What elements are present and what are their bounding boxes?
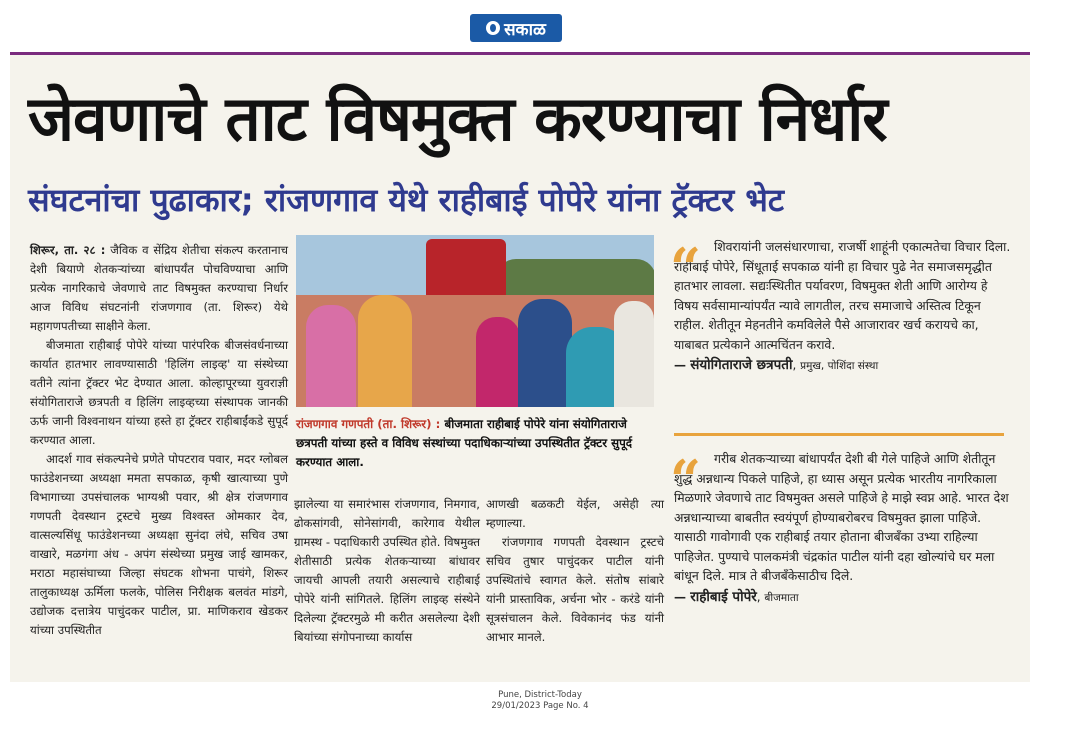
article-paragraph: आणखी बळकटी येईल, असेही त्या म्हणाल्या. [486,497,664,530]
quote-author: राहीबाई पोपेरे [690,588,757,605]
photo-person [358,295,412,407]
photo-caption [296,415,654,472]
subheadline: संघटनांचा पुढाकार; रांजणगाव येथे राहीबाई पोपेरे यांना ट्रॅक्टर भेट [28,181,785,219]
quote-author: संयोगिताराजे छत्रपती [690,357,793,373]
event-photo [296,235,654,407]
dateline: शिरूर, ता. २८ : [30,243,106,257]
page-footer [0,690,1080,712]
article-paragraph: शिरूर, ता. २८ : जैविक व सेंद्रिय शेतीचा संकल्प करतानाच देशी बियाणे शेतकऱ्यांच्या बांधापर्यंत पोचविण्याचा आणि प्रत्येक नागरिकाचे जेवणाचे ताट विषमुक्त करण्याचा निर्धार आज विविध संघटनांनी रांजणगाव (ता. शिरूर) येथे महागणपतीच्या साक्षीने केला. [30,243,288,333]
quote-mark-icon: “ [670,236,702,300]
quote-author-role: बीजमाता [764,591,799,604]
headline: जेवणाचे ताट विषमुक्त करण्याचा निर्धार [28,82,887,155]
photo-person [476,317,520,407]
masthead-name: सकाळ [504,19,546,40]
masthead-logo [470,14,562,42]
quote-text: गरीब शेतकऱ्याच्या बांधापर्यंत देशी बी गेले पाहिजे आणि शेतीतून शुद्ध अन्नधान्य पिकले पाहिजे, हा ध्यास असून प्रत्येक भारतीय नागरिकाला मिळणारे जेवणाचे ताट विषमुक्त असले पाहिजे हे माझे स्वप्न आहे. भारत देश अन्नधान्याच्या बाबतीत स्वयंपूर्ण होण्याबरोबरच विषमुक्त झाला पाहिजे. यासाठी गावोगावी एक राहीबाई तयार होताना बीजबँका उभ्या राहिल्या पाहिजेत. पुण्याचे पालकमंत्री चंद्रकांत पाटील यांनी दहा खोल्यांचे घर मला बांधून दिले. मात्र ते बीजबँकेसाठीच दिले. [674,451,1009,583]
footer-edition: Pune, District-Today [498,690,582,700]
footer-date-page: 29/01/2023 Page No. 4 [491,701,589,711]
newspaper-clipping [10,52,1030,682]
article-column-3 [486,495,664,647]
article-column-2 [294,495,480,647]
article-paragraph: बीजमाता राहीबाई पोपेरे यांच्या पारंपरिक बीजसंवर्धनाच्या कार्यात हातभार लावण्यासाठी 'हिलिंग लाइव्ह' या संस्थेच्या वतीने त्यांना ट्रॅक्टर भेट देण्यात आला. कोल्हापूरच्या युवराज्ञी संयोगिताराजे छत्रपती व हिलिंग लाइव्हच्या संस्थापक जानकी ऊर्फ जानी विश्वनाथन यांच्या हस्ते हा ट्रॅक्टर राहीबाईंकडे सुपूर्द करण्यात आला. [30,338,288,447]
article-paragraph: आदर्श गाव संकल्पनेचे प्रणेते पोपटराव पवार, मदर ग्लोबल फाउंडेशनच्या अध्यक्षा ममता सपकाळ, कृषी खात्याच्या पुणे विभागाच्या उपसंचालक भाग्यश्री पवार, श्री क्षेत्र रांजणगाव गणपती देवस्थान ट्रस्टचे मुख्य विश्वस्त ओमकार देव, वात्सल्यसिंधू फाउंडेशनच्या अध्यक्षा सुनंदा लंघे, सचिव उषा वाखारे, मळगंगा अंध - अपंग संस्थेच्या प्रमुख जाई खामकर, मराठा महासंघाच्या जिल्हा संघटक शोभना पाचंगे, शिरूर तालुकाध्यक्ष ऊर्मिला फलके, पोलिस निरीक्षक बलवंत मांडगे, उद्योजक दत्तात्रेय पाचुंदकर पाटील, प्रा. माणिकराव खेडकर यांच्या उपस्थितीत [30,452,288,637]
sakal-logo-icon [486,21,500,35]
quote-box-2 [670,448,1014,608]
quote-text: शिवरायांनी जलसंधारणाचा, राजर्षी शाहूंनी एकात्मतेचा विचार दिला. राहीबाई पोपेरे, सिंधूताई सपकाळ यांनी हा विचार पुढे नेत समाजसमृद्धीत हातभार लावला. सद्यःस्थितीत पर्यावरण, विषमुक्त शेती आणि आरोग्य हे विषय सर्वसामान्यांपर्यंत न्यावे लागतील, तरच समाजाचे अस्तित्व टिकून राहील. शेतीतून मेहनतीने कमविलेले पैसे आजारावर खर्च करायचे का, याबाबत प्रत्येकाने आत्मचिंतन करावे. [674,239,1011,352]
photo-person [306,305,356,407]
quote-attribution: — संयोगिताराजे छत्रपती, प्रमुख, पोशिंदा संस्था [674,357,879,373]
quote-attribution: — राहीबाई पोपेरे, बीजमाता [674,588,799,605]
caption-place: रांजणगाव गणपती (ता. शिरूर) : [296,417,441,431]
article-paragraph: झालेल्या या समारंभास रांजणगाव, निमगाव, ढोकसांगवी, सोनेसांगवी, कारेगाव येथील ग्रामस्थ - पदाधिकारी उपस्थित होते. विषमुक्त शेतीसाठी प्रत्येक शेतकऱ्याच्या बांधावर जायची आपली तयारी असल्याचे राहीबाई पोपेरे यांनी सांगितले. हिलिंग लाइव्ह संस्थेने दिलेल्या ट्रॅक्टरमुळे मी करीत असलेल्या देशी बियांच्या संगोपनाच्या कार्यास [294,497,480,644]
photo-person [614,301,654,407]
caption-text: बीजमाता राहीबाई पोपेरे यांना संयोगिताराजे छत्रपती यांच्या हस्ते व विविध संस्थांच्या पदाधिकाऱ्यांच्या उपस्थितीत ट्रॅक्टर सुपूर्द करण्यात आला. [296,417,633,469]
photo-trees [496,259,654,299]
quote-author-role: प्रमुख, पोशिंदा संस्था [800,360,879,372]
quote-box-1 [670,236,1014,377]
quote-divider [674,433,1004,436]
article-column-1 [30,241,288,640]
quote-mark-icon: “ [670,448,702,512]
photo-person [518,299,572,407]
article-paragraph: रांजणगाव गणपती देवस्थान ट्रस्टचे सचिव तुषार पाचुंदकर पाटील यांनी उपस्थितांचे स्वागत केले. संतोष सांबारे यांनी प्रास्ताविक, अर्चना भोर - करंडे यांनी सूत्रसंचालन केले. विवेकानंद फंड यांनी आभार मानले. [486,535,664,644]
